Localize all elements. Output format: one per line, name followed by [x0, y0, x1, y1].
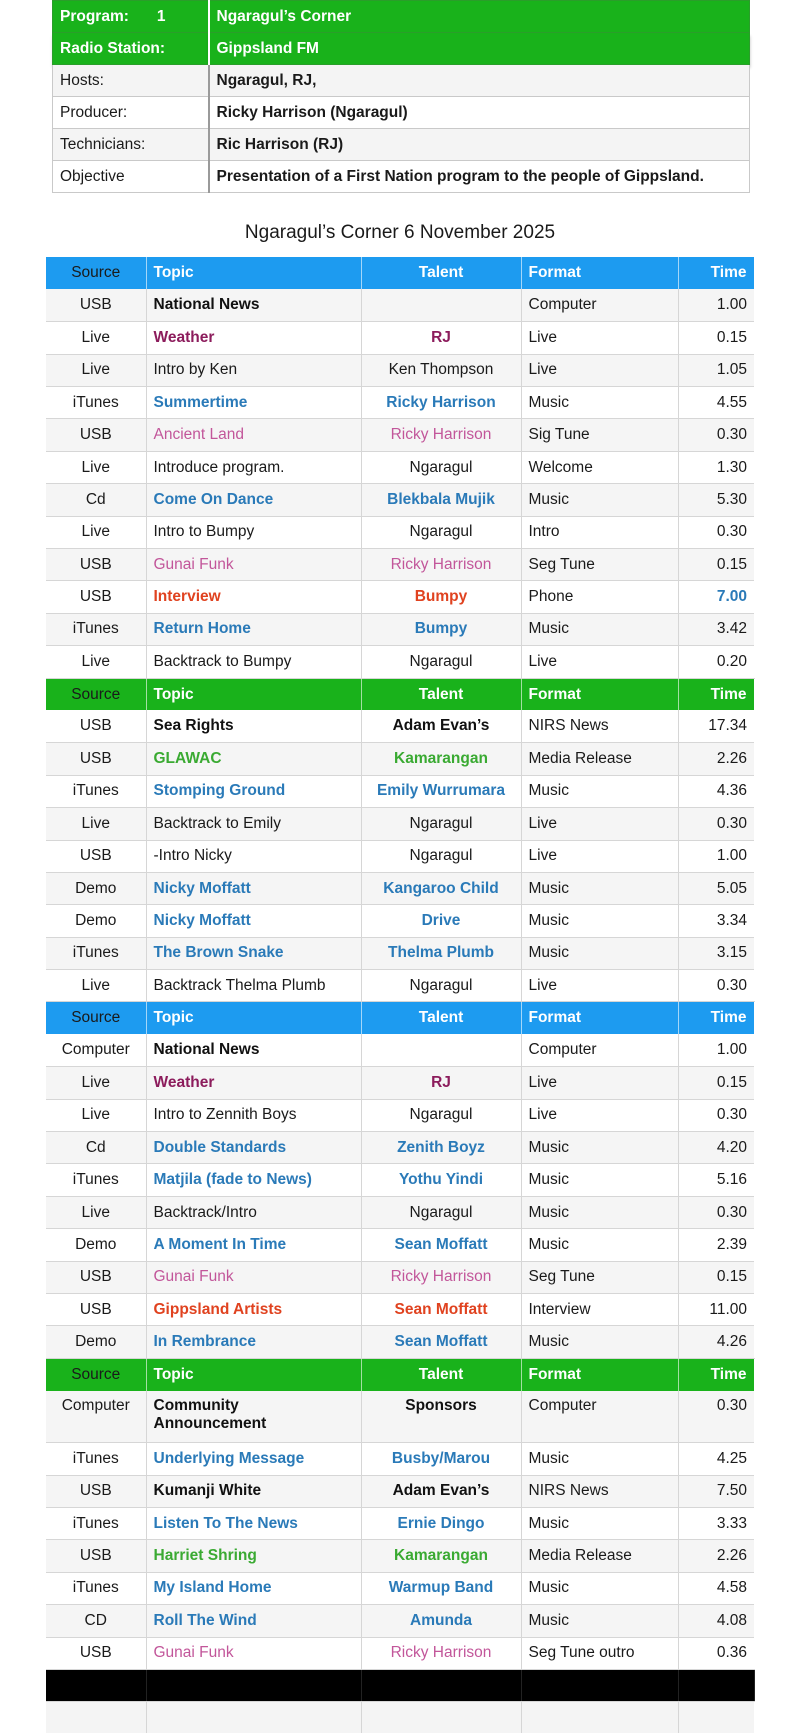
cell-format: Phone — [521, 581, 678, 613]
cell-talent: Sponsors — [361, 1391, 521, 1443]
cell-source: Live — [46, 451, 146, 483]
cell-source: Demo — [46, 872, 146, 904]
footer-cell — [361, 1669, 521, 1701]
cell-time: 1.00 — [678, 1034, 754, 1066]
cell-source: Live — [46, 322, 146, 354]
cell-format: Live — [521, 808, 678, 840]
cell-source: CD — [46, 1605, 146, 1637]
program-row — [53, 1, 750, 33]
cell-topic: Stomping Ground — [146, 775, 361, 807]
column-header-format: Format — [521, 1002, 678, 1034]
cell-format: Intro — [521, 516, 678, 548]
cell-topic: Community Announcement — [146, 1391, 361, 1443]
cell-format: Welcome — [521, 451, 678, 483]
column-header-talent: Talent — [361, 1002, 521, 1034]
cell-topic: Listen To The News — [146, 1507, 361, 1539]
cell-time: 1.00 — [678, 289, 754, 321]
station-row — [53, 33, 750, 65]
schedule-row — [46, 1229, 754, 1261]
cell-format: Live — [521, 646, 678, 678]
schedule-row — [46, 1572, 754, 1604]
cell-source: iTunes — [46, 1443, 146, 1475]
cell-format: Music — [521, 1507, 678, 1539]
schedule-header-row — [46, 678, 754, 710]
schedule-row — [46, 419, 754, 451]
cell-source: Live — [46, 970, 146, 1002]
cell-format: Seg Tune — [521, 549, 678, 581]
technicians-value: Ric Harrison (RJ) — [209, 129, 750, 161]
hosts-value: Ngaragul, RJ, — [209, 65, 750, 97]
schedule-row — [46, 1326, 754, 1358]
cell-source: iTunes — [46, 1572, 146, 1604]
cell-time: 17.34 — [678, 710, 754, 742]
schedule-row — [46, 387, 754, 419]
schedule-row — [46, 1196, 754, 1228]
cell-time: 0.30 — [678, 516, 754, 548]
objective-row — [53, 161, 750, 193]
cell-source: USB — [46, 1294, 146, 1326]
cell-talent: Sean Moffatt — [361, 1326, 521, 1358]
cell-source: USB — [46, 549, 146, 581]
program-cell — [53, 1, 209, 33]
schedule-row — [46, 549, 754, 581]
cell-time: 3.34 — [678, 905, 754, 937]
cell-time: 1.30 — [678, 451, 754, 483]
cell-talent: Ricky Harrison — [361, 1637, 521, 1669]
cell-topic: Double Standards — [146, 1132, 361, 1164]
cell-time: 0.30 — [678, 1391, 754, 1443]
cell-source: Live — [46, 1067, 146, 1099]
cell-source: USB — [46, 840, 146, 872]
cell-format: Live — [521, 1067, 678, 1099]
schedule-row — [46, 289, 754, 321]
cell-time: 2.26 — [678, 743, 754, 775]
cell-format: Music — [521, 1572, 678, 1604]
schedule-header-row — [46, 1002, 754, 1034]
schedule-row — [46, 581, 754, 613]
cell-format: Music — [521, 387, 678, 419]
cell-format: Music — [521, 1132, 678, 1164]
cell-time: 0.30 — [678, 970, 754, 1002]
schedule-row — [46, 1132, 754, 1164]
schedule-row — [46, 451, 754, 483]
schedule-table — [46, 257, 755, 1733]
cell-format: Live — [521, 840, 678, 872]
column-header-time: Time — [678, 678, 754, 710]
cell-source: Demo — [46, 905, 146, 937]
cell-time: 0.30 — [678, 808, 754, 840]
cell-time: 3.42 — [678, 613, 754, 645]
objective-value: Presentation of a First Nation program to the people of Gippsland. — [209, 161, 750, 193]
cell-topic: My Island Home — [146, 1572, 361, 1604]
cell-source: USB — [46, 1261, 146, 1293]
cell-format: Seg Tune — [521, 1261, 678, 1293]
schedule-row — [46, 710, 754, 742]
cell-talent: Ngaragul — [361, 970, 521, 1002]
cell-topic: Intro by Ken — [146, 354, 361, 386]
cell-format: Music — [521, 1164, 678, 1196]
schedule-row — [46, 1261, 754, 1293]
column-header-topic: Topic — [146, 1002, 361, 1034]
cell-time: 1.05 — [678, 354, 754, 386]
cell-time: 4.26 — [678, 1326, 754, 1358]
cell-topic: A Moment In Time — [146, 1229, 361, 1261]
cell-topic: National News — [146, 289, 361, 321]
cell-topic: Sea Rights — [146, 710, 361, 742]
cell-talent: Adam Evan’s — [361, 1475, 521, 1507]
cell-source: USB — [46, 581, 146, 613]
cell-time: 5.16 — [678, 1164, 754, 1196]
schedule-row — [46, 970, 754, 1002]
column-header-format: Format — [521, 1358, 678, 1390]
cell-time: 0.36 — [678, 1637, 754, 1669]
cell-time: 0.30 — [678, 1099, 754, 1131]
cell-talent: Ricky Harrison — [361, 419, 521, 451]
cell-topic: Ancient Land — [146, 419, 361, 451]
cell-format: Media Release — [521, 743, 678, 775]
cell-time: 4.25 — [678, 1443, 754, 1475]
cell-source: iTunes — [46, 937, 146, 969]
cell-time: 4.55 — [678, 387, 754, 419]
footer-cell — [678, 1701, 754, 1733]
column-header-source: Source — [46, 678, 146, 710]
column-header-talent: Talent — [361, 1358, 521, 1390]
cell-topic: Intro to Bumpy — [146, 516, 361, 548]
cell-format: Seg Tune outro — [521, 1637, 678, 1669]
cell-source: Live — [46, 808, 146, 840]
cell-format: NIRS News — [521, 710, 678, 742]
footer-cell — [146, 1669, 361, 1701]
technicians-label: Technicians: — [53, 129, 209, 161]
cell-source: USB — [46, 289, 146, 321]
cell-topic: Backtrack/Intro — [146, 1196, 361, 1228]
program-info-table — [52, 0, 750, 193]
cell-talent: Ngaragul — [361, 808, 521, 840]
cell-format: Computer — [521, 289, 678, 321]
cell-topic: In Rembrance — [146, 1326, 361, 1358]
column-header-topic: Topic — [146, 678, 361, 710]
cell-talent: Warmup Band — [361, 1572, 521, 1604]
cell-format: Music — [521, 484, 678, 516]
cell-format: Music — [521, 1196, 678, 1228]
column-header-time: Time — [678, 1358, 754, 1390]
schedule-row — [46, 872, 754, 904]
program-label: Program: — [60, 7, 129, 25]
footer-cell — [46, 1701, 146, 1733]
column-header-source: Source — [46, 257, 146, 289]
cell-topic: Backtrack to Bumpy — [146, 646, 361, 678]
column-header-time: Time — [678, 257, 754, 289]
footer-cell — [361, 1701, 521, 1733]
cell-talent: Emily Wurrumara — [361, 775, 521, 807]
cell-talent: Adam Evan’s — [361, 710, 521, 742]
producer-label: Producer: — [53, 97, 209, 129]
cell-topic: Return Home — [146, 613, 361, 645]
cell-topic: Gunai Funk — [146, 549, 361, 581]
cell-source: Demo — [46, 1326, 146, 1358]
column-header-topic: Topic — [146, 1358, 361, 1390]
cell-source: Cd — [46, 484, 146, 516]
cell-source: Demo — [46, 1229, 146, 1261]
schedule-row — [46, 1099, 754, 1131]
schedule-row — [46, 1294, 754, 1326]
cell-topic: Harriet Shring — [146, 1540, 361, 1572]
schedule-row — [46, 1475, 754, 1507]
cell-talent: Blekbala Mujik — [361, 484, 521, 516]
cell-source: Live — [46, 1196, 146, 1228]
cell-time: 0.30 — [678, 419, 754, 451]
cell-talent: RJ — [361, 1067, 521, 1099]
cell-topic: National News — [146, 1034, 361, 1066]
cell-format: Music — [521, 1605, 678, 1637]
cell-format: NIRS News — [521, 1475, 678, 1507]
cell-talent: Thelma Plumb — [361, 937, 521, 969]
cell-format: Live — [521, 354, 678, 386]
footer-cell — [46, 1669, 146, 1701]
cell-format: Music — [521, 937, 678, 969]
cell-topic: GLAWAC — [146, 743, 361, 775]
cell-topic: -Intro Nicky — [146, 840, 361, 872]
column-header-time: Time — [678, 1002, 754, 1034]
cell-talent: Busby/Marou — [361, 1443, 521, 1475]
schedule-title: Ngaragul’s Corner 6 November 2025 — [244, 222, 556, 243]
column-header-topic: Topic — [146, 257, 361, 289]
cell-format: Music — [521, 613, 678, 645]
cell-talent: Ngaragul — [361, 451, 521, 483]
cell-source: Live — [46, 646, 146, 678]
schedule-row — [46, 905, 754, 937]
cell-talent: Ngaragul — [361, 646, 521, 678]
cell-topic: Backtrack Thelma Plumb — [146, 970, 361, 1002]
cell-time: 3.33 — [678, 1507, 754, 1539]
cell-time: 3.15 — [678, 937, 754, 969]
cell-talent: Ngaragul — [361, 1099, 521, 1131]
cell-time: 4.58 — [678, 1572, 754, 1604]
cell-talent: Zenith Boyz — [361, 1132, 521, 1164]
cell-source: iTunes — [46, 1507, 146, 1539]
cell-source: iTunes — [46, 1164, 146, 1196]
cell-source: USB — [46, 710, 146, 742]
cell-time: 4.36 — [678, 775, 754, 807]
footer-cell — [521, 1669, 678, 1701]
cell-format: Media Release — [521, 1540, 678, 1572]
column-header-talent: Talent — [361, 257, 521, 289]
schedule-row — [46, 1540, 754, 1572]
cell-format: Music — [521, 872, 678, 904]
cell-topic: Summertime — [146, 387, 361, 419]
cell-topic: Gunai Funk — [146, 1637, 361, 1669]
cell-topic: Nicky Moffatt — [146, 872, 361, 904]
cell-topic: Gippsland Artists — [146, 1294, 361, 1326]
cell-talent: Ricky Harrison — [361, 387, 521, 419]
cell-format: Sig Tune — [521, 419, 678, 451]
footer-cell — [521, 1701, 678, 1733]
cell-time: 11.00 — [678, 1294, 754, 1326]
schedule-row — [46, 322, 754, 354]
cell-source: Computer — [46, 1391, 146, 1443]
schedule-row — [46, 1443, 754, 1475]
cell-source: Live — [46, 1099, 146, 1131]
cell-talent: Sean Moffatt — [361, 1229, 521, 1261]
schedule-row — [46, 775, 754, 807]
cell-format: Computer — [521, 1034, 678, 1066]
schedule-row — [46, 808, 754, 840]
cell-format: Music — [521, 1443, 678, 1475]
cell-source: USB — [46, 1475, 146, 1507]
column-header-format: Format — [521, 257, 678, 289]
cell-format: Music — [521, 1326, 678, 1358]
schedule-row — [46, 484, 754, 516]
cell-source: iTunes — [46, 387, 146, 419]
cell-time: 0.20 — [678, 646, 754, 678]
column-header-talent: Talent — [361, 678, 521, 710]
cell-talent: Ngaragul — [361, 1196, 521, 1228]
cell-topic: Interview — [146, 581, 361, 613]
schedule-row — [46, 1637, 754, 1669]
cell-source: USB — [46, 743, 146, 775]
cell-talent: Yothu Yindi — [361, 1164, 521, 1196]
cell-talent: Ricky Harrison — [361, 549, 521, 581]
cell-talent: Amunda — [361, 1605, 521, 1637]
cell-format: Music — [521, 905, 678, 937]
cell-time: 4.08 — [678, 1605, 754, 1637]
cell-topic: Matjila (fade to News) — [146, 1164, 361, 1196]
schedule-header-row — [46, 257, 754, 289]
cell-talent: Kamarangan — [361, 1540, 521, 1572]
hosts-label: Hosts: — [53, 65, 209, 97]
cell-talent: Kamarangan — [361, 743, 521, 775]
cell-format: Live — [521, 1099, 678, 1131]
schedule-row — [46, 743, 754, 775]
footer-cell — [678, 1669, 754, 1701]
column-header-format: Format — [521, 678, 678, 710]
schedule-row — [46, 354, 754, 386]
schedule-row — [46, 1067, 754, 1099]
schedule-row — [46, 1507, 754, 1539]
cell-time: 2.26 — [678, 1540, 754, 1572]
cell-format: Interview — [521, 1294, 678, 1326]
cell-topic: Intro to Zennith Boys — [146, 1099, 361, 1131]
cell-time: 0.15 — [678, 1261, 754, 1293]
cell-topic: Roll The Wind — [146, 1605, 361, 1637]
cell-topic: Backtrack to Emily — [146, 808, 361, 840]
schedule-header-row — [46, 1358, 754, 1390]
program-number: 1 — [156, 7, 166, 25]
cell-source: USB — [46, 1540, 146, 1572]
station-name: Gippsland FM — [209, 33, 750, 65]
cell-source: Computer — [46, 1034, 146, 1066]
footer-black-bar — [46, 1669, 754, 1701]
cell-talent: RJ — [361, 322, 521, 354]
cell-time: 7.50 — [678, 1475, 754, 1507]
cell-time: 7.00 — [678, 581, 754, 613]
column-header-source: Source — [46, 1002, 146, 1034]
cell-format: Music — [521, 1229, 678, 1261]
cell-topic: Underlying Message — [146, 1443, 361, 1475]
cell-topic: Nicky Moffatt — [146, 905, 361, 937]
cell-source: USB — [46, 1637, 146, 1669]
cell-talent: Ngaragul — [361, 840, 521, 872]
cell-time: 5.30 — [678, 484, 754, 516]
cell-format: Computer — [521, 1391, 678, 1443]
cell-time: 5.05 — [678, 872, 754, 904]
cell-topic: Kumanji White — [146, 1475, 361, 1507]
station-label: Radio Station: — [53, 33, 209, 65]
cell-talent — [361, 1034, 521, 1066]
schedule-row — [46, 516, 754, 548]
schedule-row — [46, 613, 754, 645]
schedule-row — [46, 646, 754, 678]
cell-source: Live — [46, 516, 146, 548]
cell-topic: Introduce program. — [146, 451, 361, 483]
cell-talent: Bumpy — [361, 613, 521, 645]
schedule-row — [46, 1164, 754, 1196]
program-name: Ngaragul’s Corner — [209, 1, 750, 33]
cell-talent: Bumpy — [361, 581, 521, 613]
cell-format: Music — [521, 775, 678, 807]
cell-topic: Come On Dance — [146, 484, 361, 516]
cell-format: Live — [521, 322, 678, 354]
producer-value: Ricky Harrison (Ngaragul) — [209, 97, 750, 129]
footer-cell — [146, 1701, 361, 1733]
technicians-row — [53, 129, 750, 161]
cell-source: iTunes — [46, 775, 146, 807]
cell-time: 0.15 — [678, 1067, 754, 1099]
cell-source: USB — [46, 419, 146, 451]
cell-topic: Gunai Funk — [146, 1261, 361, 1293]
schedule-row — [46, 1391, 754, 1443]
cell-topic: The Brown Snake — [146, 937, 361, 969]
objective-label: Objective — [53, 161, 209, 193]
cell-time: 0.30 — [678, 1196, 754, 1228]
cell-talent: Ngaragul — [361, 516, 521, 548]
schedule-row — [46, 840, 754, 872]
hosts-row — [53, 65, 750, 97]
cell-time: 1.00 — [678, 840, 754, 872]
cell-talent — [361, 289, 521, 321]
cell-time: 0.15 — [678, 322, 754, 354]
cell-source: iTunes — [46, 613, 146, 645]
cell-time: 2.39 — [678, 1229, 754, 1261]
cell-talent: Ernie Dingo — [361, 1507, 521, 1539]
footer-blank-row — [46, 1701, 754, 1733]
column-header-source: Source — [46, 1358, 146, 1390]
cell-talent: Drive — [361, 905, 521, 937]
cell-source: Cd — [46, 1132, 146, 1164]
cell-time: 4.20 — [678, 1132, 754, 1164]
cell-talent: Kangaroo Child — [361, 872, 521, 904]
schedule-row — [46, 1605, 754, 1637]
cell-talent: Sean Moffatt — [361, 1294, 521, 1326]
cell-topic: Weather — [146, 322, 361, 354]
cell-source: Live — [46, 354, 146, 386]
producer-row — [53, 97, 750, 129]
schedule-row — [46, 1034, 754, 1066]
cell-time: 0.15 — [678, 549, 754, 581]
cell-topic: Weather — [146, 1067, 361, 1099]
schedule-row — [46, 937, 754, 969]
cell-format: Live — [521, 970, 678, 1002]
cell-talent: Ricky Harrison — [361, 1261, 521, 1293]
cell-talent: Ken Thompson — [361, 354, 521, 386]
